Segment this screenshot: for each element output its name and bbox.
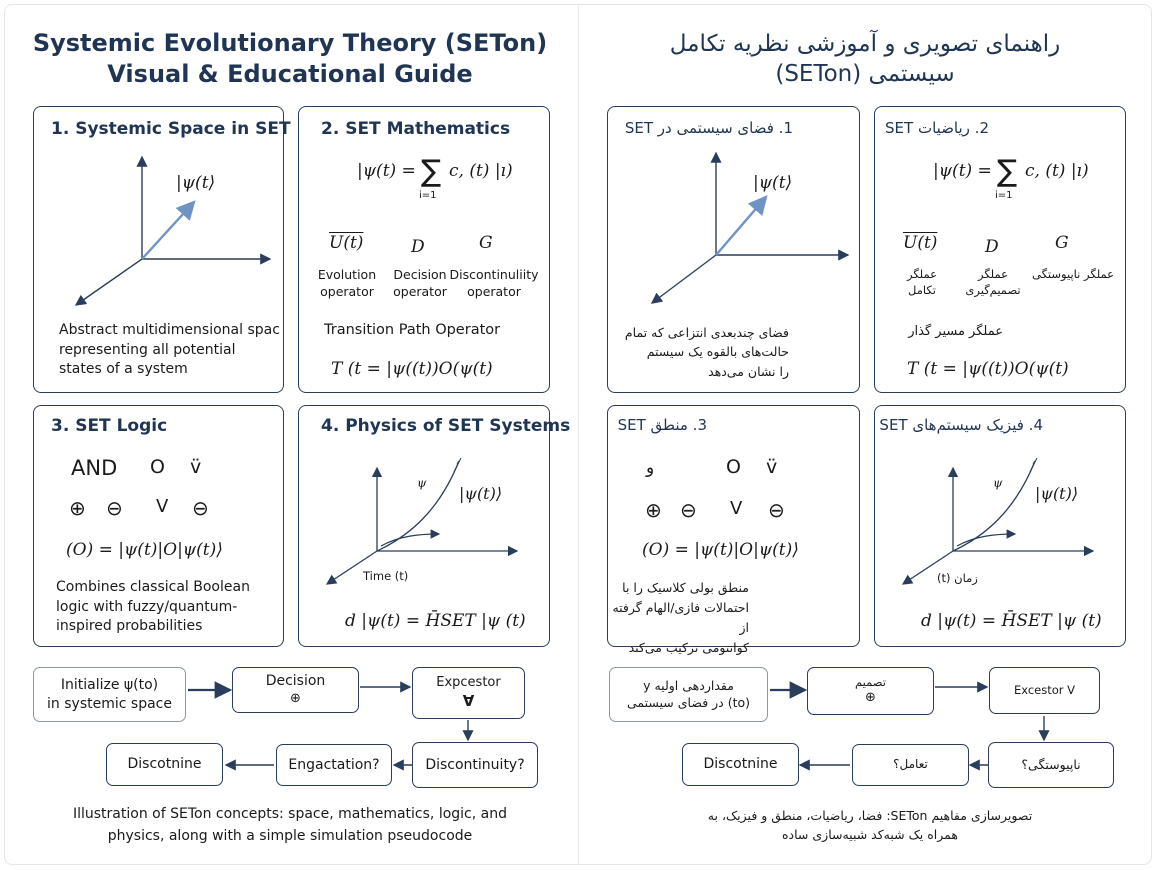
card-title: 2. ریاضیات SET xyxy=(885,119,989,137)
small-psi-label: ψ xyxy=(993,476,1003,490)
desc-line3: inspired probabilities xyxy=(56,618,203,635)
flow-expcestor-step: Expcestor ∀ xyxy=(412,667,525,719)
sum-rhs: c, (t) |ı) xyxy=(1025,161,1089,181)
transition-path-formula: T (t = |ψ((t))O(ψ(t) xyxy=(907,359,1069,379)
transition-path-formula: T (t = |ψ((t))O(ψ(t) xyxy=(331,359,493,379)
logic-vee: V xyxy=(730,498,743,519)
d-caption: Decision operator xyxy=(393,267,447,299)
psi-label: |ψ(t⟩ xyxy=(753,173,793,193)
card-title: 3. SET Logic xyxy=(51,416,168,436)
card-title: 1. فضای سیستمی در SET xyxy=(624,119,793,137)
logic-formula: (O) = |ψ(t)|O|ψ(t)⟩ xyxy=(66,540,223,560)
card-title: 4. فیزیک سیستم‌های SET xyxy=(879,416,1043,434)
flow-decision-step: Decision ⊕ xyxy=(232,667,359,713)
transition-path-label: Transition Path Operator xyxy=(324,322,501,338)
desc-line3: states of a system xyxy=(59,361,188,378)
small-psi-label: ψ xyxy=(417,476,427,490)
physics-formula: d |ψ(t) = H̄SET |ψ (t) xyxy=(345,611,526,631)
physics-formula: d |ψ(t) = H̄SET |ψ (t) xyxy=(921,611,1102,631)
logic-ominus-2: ⊖ xyxy=(192,496,209,520)
desc-line3: کوانتومی ترکیب می‌کند xyxy=(628,640,749,655)
u-caption: Evolution operator xyxy=(317,267,377,299)
flow-discotnine-step: Discotnine xyxy=(682,743,799,786)
flow-discotnine-step: Discotnine xyxy=(106,743,223,786)
g-caption: عملگر ناپیوستگی xyxy=(1031,267,1115,281)
desc-line1: منطق بولی کلاسیک را با xyxy=(622,580,749,595)
right-footer-caption: تصویرسازی مفاهیم SETon: فضا، ریاضیات، منطق و فیزیک، به همراه یک شبه‌کد شبیه‌سازی ساده xyxy=(707,808,1033,843)
left-title-line1: Systemic Evolutionary Theory (SETon) xyxy=(32,29,548,57)
logic-and: و xyxy=(646,458,655,478)
sum-symbol: ∑ xyxy=(997,154,1018,189)
sum-index: i=1 xyxy=(419,190,437,201)
desc-line2: حالت‌های بالقوه یک سیستم xyxy=(646,344,789,360)
right-title-line1: راهنمای تصویری و آموزشی نظریه تکامل xyxy=(669,31,1061,57)
desc-line1: Abstract multidimensional spac xyxy=(59,322,280,338)
operator-u: U(t) xyxy=(903,233,938,253)
sum-rhs: c, (t) |ı) xyxy=(449,161,513,181)
sum-index: i=1 xyxy=(995,190,1013,201)
card-title: 1. Systemic Space in SET xyxy=(51,119,291,139)
desc-line1: Combines classical Boolean xyxy=(56,579,250,595)
desc-line2: representing all potential xyxy=(59,341,236,358)
d-caption: عملگر تصمیم‌گیری xyxy=(965,267,1021,297)
psi-label: |ψ(t)⟩ xyxy=(1035,484,1079,503)
right-title-line2: سیستمی (SETon) xyxy=(775,60,955,87)
logic-o: O xyxy=(150,456,165,478)
flow-discontinuity-step: ناپیوستگی؟ xyxy=(988,742,1114,788)
g-caption: Discontinuliity operator xyxy=(449,267,539,299)
flow-initialize-step: مقداردهی اولیه y (to) در فضای سیستمی xyxy=(609,667,768,722)
logic-and: AND xyxy=(71,456,118,480)
operator-d: D xyxy=(985,237,999,257)
time-axis-label: Time (t) xyxy=(363,569,409,583)
logic-o: O xyxy=(726,456,741,478)
flow-initialize-step: Initialize ψ(to) in systemic space xyxy=(33,667,186,722)
operator-g: G xyxy=(479,233,493,253)
flow-excestor-step: Excestor V xyxy=(989,667,1100,714)
logic-oplus: ⊕ xyxy=(69,496,86,520)
sum-symbol: ∑ xyxy=(421,154,442,189)
psi-label: |ψ(t)⟩ xyxy=(459,484,503,503)
transition-path-label: عملگر مسیر گذار xyxy=(908,324,1003,339)
u-caption: عملگر تکامل xyxy=(906,267,937,297)
flow-engactation-step: Engactation? xyxy=(276,744,392,786)
card-title: 4. Physics of SET Systems xyxy=(321,416,571,436)
logic-formula: (O) = |ψ(t)|O|ψ(t)⟩ xyxy=(642,540,799,560)
desc-line2: logic with fuzzy/quantum- xyxy=(56,598,238,615)
logic-v-ddot: v̈ xyxy=(190,456,202,478)
psi-label: |ψ(t⟩ xyxy=(176,173,216,193)
desc-line2: احتمالات فازی/الهام گرفته از xyxy=(612,600,749,635)
desc-line3: را نشان می‌دهد xyxy=(708,363,789,379)
left-title-line2: Visual & Educational Guide xyxy=(107,60,473,89)
logic-ominus-1: ⊖ xyxy=(106,496,123,520)
operator-u: U(t) xyxy=(329,233,364,253)
desc-line1: فضای چندبعدی انتزاعی که تمام xyxy=(624,325,789,340)
flow-engactation-step: تعامل؟ xyxy=(852,744,969,786)
logic-oplus: ⊕ xyxy=(645,498,662,522)
card-title: 2. SET Mathematics xyxy=(321,119,511,139)
flow-discontinuity-step: Discontinuity? xyxy=(412,742,538,788)
logic-ominus-2: ⊖ xyxy=(768,498,785,522)
sum-lhs: |ψ(t) = xyxy=(933,161,992,181)
time-axis-label: زمان (t) xyxy=(937,571,978,585)
sum-lhs: |ψ(t) = xyxy=(357,161,416,181)
flow-decision-step: تصمیم ⊕ xyxy=(807,667,934,715)
logic-v-ddot: v̈ xyxy=(766,456,778,478)
left-footer-caption: Illustration of SETon concepts: space, mathematics, logic, and physics, along with a simple simulation pseudocode xyxy=(72,806,507,844)
logic-vee: V xyxy=(156,496,169,517)
card-title: 3. منطق SET xyxy=(617,416,707,434)
operator-g: G xyxy=(1055,233,1069,253)
logic-ominus-1: ⊖ xyxy=(680,498,697,522)
operator-d: D xyxy=(411,237,425,257)
